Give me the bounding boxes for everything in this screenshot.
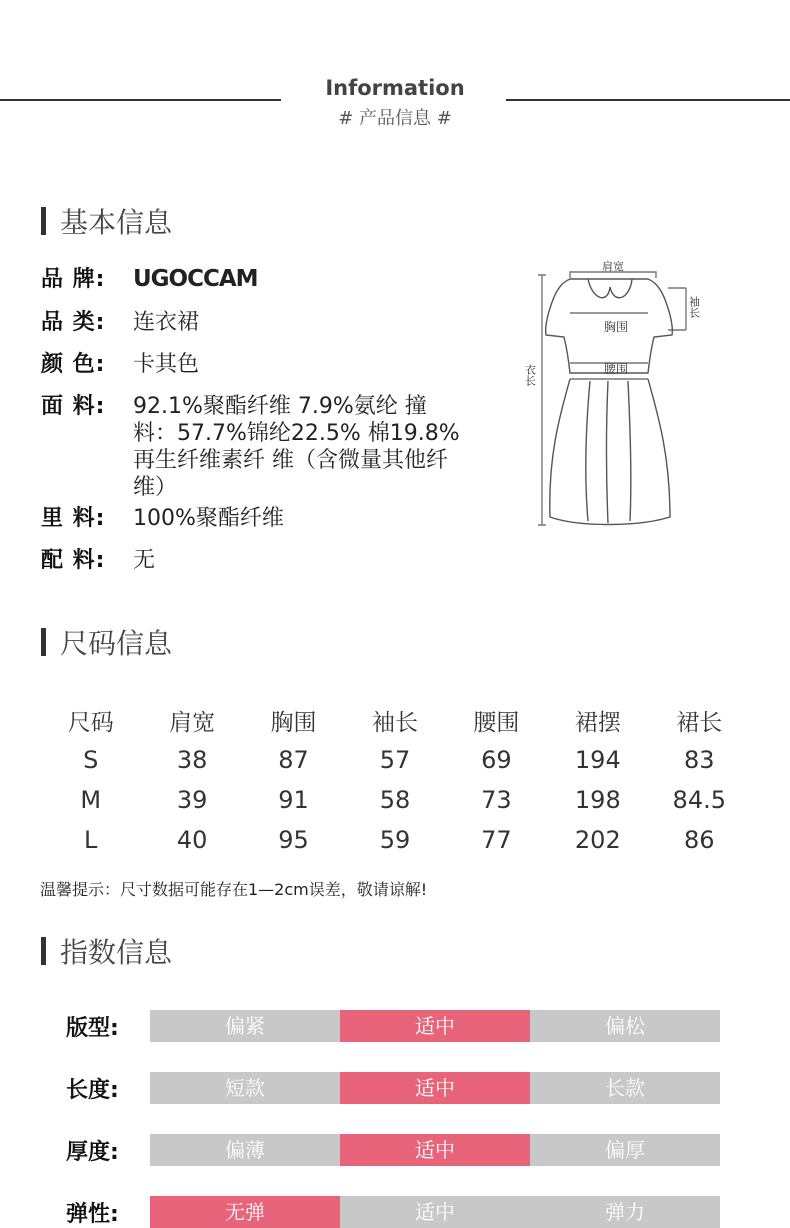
table-row (40, 820, 750, 860)
index-scale (150, 1196, 720, 1228)
index-option: 适中 (340, 1072, 530, 1104)
info-value: 100%聚酯纤维 (133, 506, 284, 531)
info-value: 无 (133, 548, 156, 573)
table-cell: 95 (278, 826, 309, 854)
table-cell: 194 (574, 746, 621, 774)
heading-text: 尺码信息 (60, 627, 173, 660)
table-cell: S (83, 746, 99, 774)
index-option: 无弹 (150, 1196, 340, 1228)
table-cell: 83 (683, 746, 715, 774)
info-value: 92.1%聚酯纤维 7.9%氨纶 撞料：57.7%锦纶22.5% 棉19.8%再生纤维素纤 维（含微量其他纤维） (133, 394, 460, 500)
index-option: 长款 (530, 1072, 720, 1104)
table-cell: 69 (481, 746, 512, 774)
table-cell: 57 (379, 746, 411, 774)
info-row-category (41, 309, 463, 336)
column-header: 胸围 (270, 709, 317, 736)
table-header-row (40, 700, 750, 740)
index-row-fit (66, 1010, 720, 1042)
index-row-length (66, 1072, 720, 1104)
index-option: 适中 (340, 1134, 530, 1166)
info-label: 里 料: (41, 506, 106, 531)
index-label: 厚度: (66, 1139, 119, 1165)
column-header: 裙长 (676, 709, 723, 736)
column-header: 袖长 (371, 709, 418, 736)
info-row-color (41, 351, 463, 378)
heading-text: 指数信息 (60, 936, 173, 969)
waist-label: 腰围 (603, 362, 629, 376)
table-cell: 77 (481, 826, 512, 854)
index-label: 弹性: (66, 1201, 119, 1227)
sleeve-label: 袖长 (687, 296, 701, 318)
table-cell: 38 (176, 746, 208, 774)
table-cell: 40 (176, 826, 208, 854)
info-value: 连衣裙 (133, 310, 200, 335)
heading-bar (41, 628, 46, 656)
heading-bar (41, 937, 46, 965)
info-row-brand (41, 266, 463, 293)
size-tip: 温馨提示：尺寸数据可能存在1—2cm误差，敬请谅解! (40, 880, 428, 899)
index-row-thickness (66, 1134, 720, 1166)
index-label: 长度: (66, 1077, 119, 1103)
info-value: 卡其色 (133, 352, 200, 377)
index-option: 偏厚 (530, 1134, 720, 1166)
column-header: 肩宽 (169, 709, 216, 736)
info-label: 品 类: (41, 310, 106, 335)
table-cell: L (84, 826, 98, 854)
column-header: 裙摆 (574, 709, 621, 736)
table-cell: 202 (574, 826, 621, 854)
table-cell: 39 (176, 786, 208, 814)
index-option: 偏薄 (150, 1134, 340, 1166)
index-option: 偏紧 (150, 1010, 340, 1042)
index-label: 版型: (66, 1015, 119, 1041)
shoulder-label: 肩宽 (602, 260, 624, 273)
table-cell: M (80, 786, 102, 814)
table-cell: 87 (278, 746, 309, 774)
length-label: 衣长 (523, 364, 537, 386)
section-basic-heading (41, 206, 173, 239)
table-cell: 59 (379, 826, 411, 854)
table-cell: 84.5 (672, 786, 726, 814)
info-label: 品 牌: (41, 267, 106, 292)
section-index-heading (41, 936, 173, 969)
index-option: 适中 (340, 1196, 530, 1228)
table-cell: 198 (574, 786, 621, 814)
index-option: 弹力 (530, 1196, 720, 1228)
table-row (40, 780, 750, 820)
chest-label: 胸围 (603, 320, 629, 334)
column-header: 腰围 (473, 709, 520, 736)
table-cell: 91 (278, 786, 309, 814)
index-scale (150, 1134, 720, 1166)
table-cell: 86 (683, 826, 715, 854)
index-scale (150, 1010, 720, 1042)
dress-diagram (518, 255, 708, 535)
brand-logo: UGOCCAM (133, 266, 258, 292)
info-label: 配 料: (41, 548, 106, 573)
heading-text: 基本信息 (60, 206, 173, 239)
heading-bar (41, 207, 46, 235)
table-cell: 73 (481, 786, 512, 814)
page-subtitle: # 产品信息 # (338, 108, 452, 129)
page-title: Information (325, 76, 465, 100)
index-row-elasticity (66, 1196, 720, 1228)
info-row-lining (41, 505, 463, 532)
column-header: 尺码 (67, 709, 114, 736)
info-label: 面 料: (41, 394, 106, 419)
table-row (40, 740, 750, 780)
index-option: 适中 (340, 1010, 530, 1042)
index-scale (150, 1072, 720, 1104)
table-cell: 58 (379, 786, 411, 814)
info-row-accessory (41, 547, 463, 574)
info-row-fabric (41, 393, 463, 501)
index-option: 偏松 (530, 1010, 720, 1042)
section-size-heading (41, 627, 173, 660)
size-table (40, 700, 750, 860)
index-option: 短款 (150, 1072, 340, 1104)
info-label: 颜 色: (41, 352, 106, 377)
